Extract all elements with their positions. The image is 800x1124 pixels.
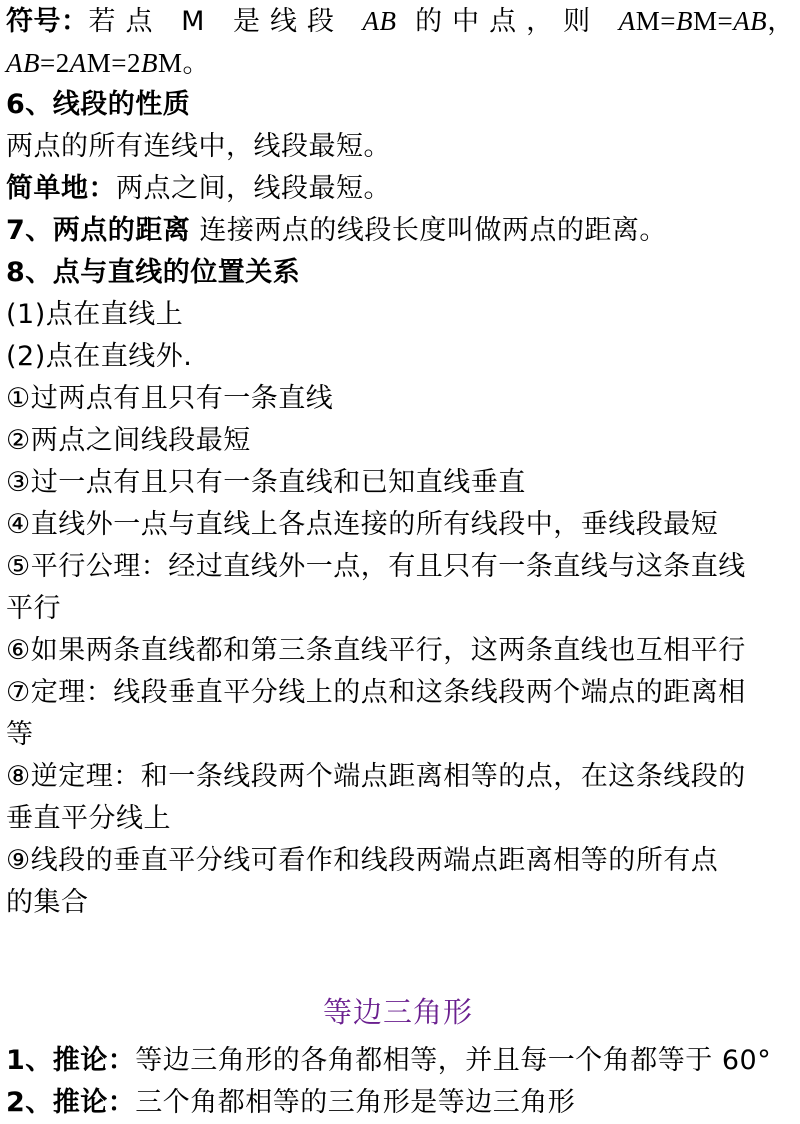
eq1-f: ， (767, 6, 795, 37)
section-8-title: 8、点与直线的位置关系 (6, 257, 301, 288)
position-item-2: (2)点在直线外. (6, 341, 193, 372)
property-4: ④直线外一点与直线上各点连接的所有线段中，垂线段最短 (6, 509, 719, 540)
property-5-line-1: ⑤平行公理：经过直线外一点，有且只有一条直线与这条直线 (6, 551, 746, 582)
section-7-title: 7、两点的距离 (6, 215, 191, 246)
property-9-line-1: ⑨线段的垂直平分线可看作和线段两端点距离相等的所有点 (6, 845, 719, 876)
eq1-c: B (675, 6, 693, 36)
property-6: ⑥如果两条直线都和第三条直线平行，这两条直线也互相平行 (6, 635, 746, 666)
property-8-line-1: ⑧逆定理：和一条线段两个端点距离相等的点，在这条线段的 (6, 761, 746, 792)
eq2-e: B (140, 48, 158, 78)
equilateral-item-2 (6, 1082, 796, 1124)
section-6-title: 6、线段的性质 (6, 89, 191, 120)
eq2-b: =2 (40, 48, 70, 78)
eq2-a: AB (6, 48, 40, 78)
eq2-d: M=2 (86, 48, 141, 78)
section-gap (6, 924, 796, 984)
section-7-text: 连接两点的线段长度叫做两点的距离。 (190, 215, 667, 246)
equilateral-item-1 (6, 1040, 796, 1082)
symbol-text-a: 若点 M 是线段 (88, 6, 363, 37)
eq1-e: AB (733, 6, 768, 36)
property-9-line-2: 的集合 (6, 887, 89, 918)
equilateral-item-1-label: 1、推论： (6, 1045, 136, 1076)
symbol-line-2 (6, 42, 796, 84)
symbol-ab: AB (362, 6, 397, 36)
section-6-text: 两点的所有连线中，线段最短。 (6, 131, 391, 162)
equilateral-item-2-label: 2、推论： (6, 1087, 136, 1118)
simple-label: 简单地： (6, 173, 116, 204)
property-8-line-2: 垂直平分线上 (6, 803, 171, 834)
section-6-simple (6, 168, 796, 210)
simple-text: 两点之间，线段最短。 (116, 173, 391, 204)
eq1-a: A (618, 6, 636, 36)
property-7-line-1: ⑦定理：线段垂直平分线上的点和这条线段两个端点的距离相 (6, 677, 746, 708)
property-7-line-2: 等 (6, 719, 34, 750)
document-page (6, 0, 796, 1124)
section-7 (6, 210, 796, 252)
eq1-d: M= (692, 6, 734, 36)
property-5-line-2: 平行 (6, 593, 61, 624)
eq2-c: A (69, 48, 87, 78)
symbol-text-b: 的中点，则 (396, 6, 619, 37)
eq2-f: M。 (157, 48, 210, 78)
position-item-1: (1)点在直线上 (6, 299, 184, 330)
eq1-b: M= (635, 6, 676, 36)
property-1: ①过两点有且只有一条直线 (6, 383, 334, 414)
equilateral-heading: 等边三角形 (322, 995, 473, 1029)
property-3: ③过一点有且只有一条直线和已知直线垂直 (6, 467, 526, 498)
equilateral-item-2-text: 三个角都相等的三角形是等边三角形 (135, 1087, 576, 1118)
symbol-label: 符号： (6, 6, 89, 37)
property-2: ②两点之间线段最短 (6, 425, 251, 456)
equilateral-item-1-text: 等边三角形的各角都相等，并且每一个角都等于 60° (135, 1045, 772, 1076)
symbol-line-1 (6, 0, 796, 42)
